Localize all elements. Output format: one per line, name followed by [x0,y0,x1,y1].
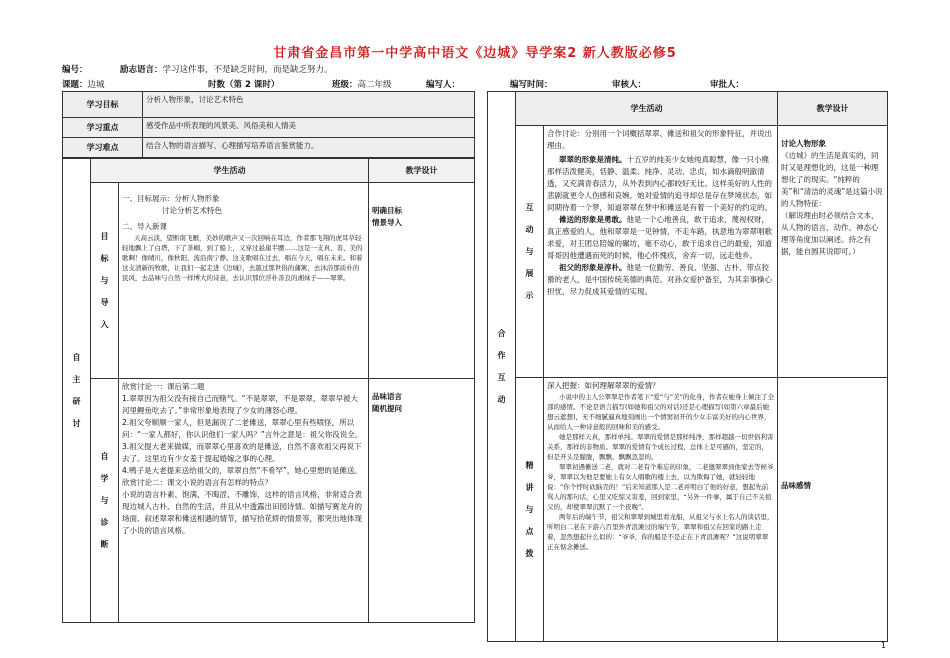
section-cooperation: 合作互动 [488,92,516,642]
intro-paragraph: 天高云淡，望断南飞雁，美妙的歌声又一次回响在耳边，作者那飞翔的虎耳草轻轻地飘上了白塔，下了茶峒，到了船上，又穿过悬崖半腰……这是一支真、善、美的歌啊！像晴川，像秋阳，流沿南宁静。这支歌唱在过去，唱在今天，唱在未来。和着这支清新的牧歌，让我们一起走进《边城》，去越过那世俗的藩篱，去沐浴那质朴的民风，去品味与自然一样博大的诗意，去认识那位浮朴善良的湘妹子——翠翠。 [122,234,363,282]
right-main-table [487,91,888,642]
meta-topic: 课题：边城 [62,80,105,90]
intro-line: 讨论分析艺术特色 [162,206,222,215]
left-info-table [62,91,475,158]
section-explanation-design [778,378,888,642]
intro-line: 一、目标展示：分析人物形象 [122,194,220,203]
focus-label: 学习重点 [63,118,143,138]
meta-time: 编写时间： [510,80,553,90]
meta-code-label: 编号： [62,65,88,75]
page-title: 甘肃省金昌市第一中学高中语文《边城》导学案2 新人教版必修5 [273,46,677,61]
meta-grade: 班级：高二年级 [332,80,392,90]
meta-hours: 时数（第 2 课时） [208,80,280,90]
design-item: 随机提问 [372,404,402,413]
section-self-study-diagnosis-content [119,379,369,623]
explanation-line: 深入把握：如何理解翠翠的爱情？ [547,381,660,390]
explanation-paragraph: 小说中的主人公翠翠是作者笔下“爱”与“美”的化身，作者在她身上倾注了全部的感情。不论是语言描写(如她和祖父的对话)还是心理描写(如第六章最后她想云遮想)，无不细腻逼真地刻画出一个情窦初开的少女丰富美好的内心世界，从而给人一种诗意般的回味和美的感受。 [547,393,774,431]
col-design-right: 教学设计 [778,92,888,126]
section-explanation-content [544,378,778,642]
section-interaction-label: 互动与展示 [516,126,544,378]
goal-label: 学习目标 [63,92,143,118]
section-self-study-diagnosis-design [369,379,475,623]
explanation-paragraph: 她是那样天真，那样单纯。翠翠的爱情是那样纯净，那样超越一切世俗利害关系，那样的非物质。翠翠的爱情有个成长过程，总体上是可感的，坚定的，但是开头是朦胧，飘飘、飘飘忽忽的。 [547,433,774,461]
section-self-study: 自主研讨 [63,159,91,623]
design-item: 明确目标 [372,206,402,215]
intro-line: 二、导入新课 [122,222,167,231]
col-activity-left: 学生活动 [91,159,369,183]
section-goal-intro-content [119,183,369,379]
discussion-line: 3.祖父提大老来做媒，而翠翠心里喜欢的是傩送，自然不喜欢祖父再说下去了。这里边有少女羞于提起婚嫁之事的心理。 [122,442,362,463]
discussion-line: 小说的语言朴素、饱满，不晦涩、不雕饰，这样的语言风格，非常适合表现边城人古朴、自然的生活，并且从中透露出田园诗情。如描写赛龙舟的场面、叙述翠翠和傩送相遇的情节，描写拾花轿的情景等，都突出地体现了小说的语言风格。 [122,490,362,535]
meta-motto: 励志语言：学习这件事，不是缺乏时间，而是缺乏努力。 [120,65,333,75]
discussion-line: 欣赏讨论二：课文小说的语言有怎样的特点？ [122,478,272,487]
section-interaction-content [544,126,778,378]
design-item: （解说理由时必须结合文本，从人物的语言、动作、神态心理等角度加以阐述。持之有据，能自圆其说即可。） [781,211,879,256]
interaction-intro: 合作讨论：分别用一个词概括翠翠、傩送和祖父的形象特征，并说出理由。 [547,129,772,150]
design-item: 讨论人物形象 [781,139,826,148]
section-self-study-diagnosis-label: 自学与诊断 [91,379,119,623]
interaction-paragraph: 祖父的形象是淳朴。他是一位勤劳、善良、坚强、古朴、带点狡猾的老人，是中国传统美德的典范。对孙女爱护备至，为其亲事操心担忧，尽力促成其爱情的实现。 [547,263,772,296]
section-interaction-design [778,126,888,378]
difficulty-label: 学习难点 [63,138,143,158]
design-item: 情景导入 [372,218,402,227]
meta-author: 编写人： [426,80,461,90]
interaction-paragraph: 翠翠的形象是清纯。十五岁的纯美少女她纯真聪慧，像一只小麂那样活泼健美，恬静、温柔、纯净、灵动、忠贞，如水滴般明澈清透，又充满青春活力，从外表到内心都皎好无比。这样美好的人性的悲剧就更令人伤感和哀婉。她对爱情的追寻却总是存在梦境状态，如同期待着一个梦，知道翠翠在梦中和傩送是有着一个美好的约定的。 [547,155,772,212]
focus-text: 感受作品中所表现的风景美、风俗美和人情美 [143,118,475,138]
discussion-line: 4.鸭子是大老提来送给祖父的，翠翠自然“不希罕”，她心里想的是傩送。 [122,466,362,475]
explanation-paragraph: 两年后的端午节，祖父和翠翠到城里看龙船，从祖父与水上名人的谈话里，听明白二老在下游六百里外青浪滩过的端午节，翠翠和祖父在回家的路上走着，忽然想起什么似的：“爷爷，你的船是不是正在下青浪滩呢？”这说明翠翠正在惦念傩送。 [547,513,774,551]
goal-text: 分析人物形象，讨论艺术特色 [143,92,475,118]
meta-reviewer: 审核人： [612,80,647,90]
design-item: 品味感情 [781,481,811,490]
interaction-paragraph: 傩送的形象是勇敢。他是一个心地善良，敢于追求，蔑视权财，真正感爱的人，他和翠翠是一见钟情，不走车路，执意地为翠翠唱歌求爱，对王团总陪嫁的碾坊，毫不动心，敢于追求自己的最爱，知道哥哥因他遭遇而死的时候，他心怀愧疚，舍弃一切，远走他乡。 [547,215,772,260]
section-goal-intro-label: 目标与导入 [91,183,119,379]
explanation-paragraph: 翠翠初遇傩送二老，就对二老有个难忘的印象，二老邀翠翠到他家去等候爷爷，翠翠以为他是要她上有女人唱歌的楼上去，以为欺侮了她，就轻轻地说：“你个悖时砍脑壳的！”后来知道那人是二老并明白了他的好意，想起先前骂人的那句话，心里又吃惊又害羞，回到家里，“另外一件事，属于自己不关祖父的，却使翠翠沉默了一个夜晚”。 [547,463,774,511]
discussion-line: 2.祖父夸顺顺一家人，但是漏说了二老傩送，翠翠心里有些喷怪，所以问：“一家人都好，你认识他们一家人吗？”言外之意是：祖父你没说全。 [122,418,363,439]
section-goal-intro-design [369,183,475,379]
difficulty-text: 结合人物的语言描写、心理描写培养语言鉴赏能力。 [143,138,475,158]
page-number: 1 [880,641,886,650]
design-item: 《边城》的生活是真实的，同时又是理想化的，这是一种理想化了的现实。“纯粹的美”和“清洁的灵魂”是这篇小说的人物特征： [781,151,883,208]
design-item: 品味语言 [372,392,402,401]
meta-approver: 审批人： [710,80,745,90]
left-main-table [62,158,475,623]
section-explanation-label: 精讲与点拨 [516,378,544,642]
discussion-line: 欣赏讨论一：课后第二题 [122,382,205,391]
col-design-left: 教学设计 [369,159,475,183]
discussion-line: 1.翠翠因为祖父没有接自己而赌气。“不是翠翠，不是翠翠，翠翠早被大河里鲤鱼吃去了。”非常形象地表现了少女的薄怒心理。 [122,394,359,415]
col-activity-right: 学生活动 [516,92,778,126]
